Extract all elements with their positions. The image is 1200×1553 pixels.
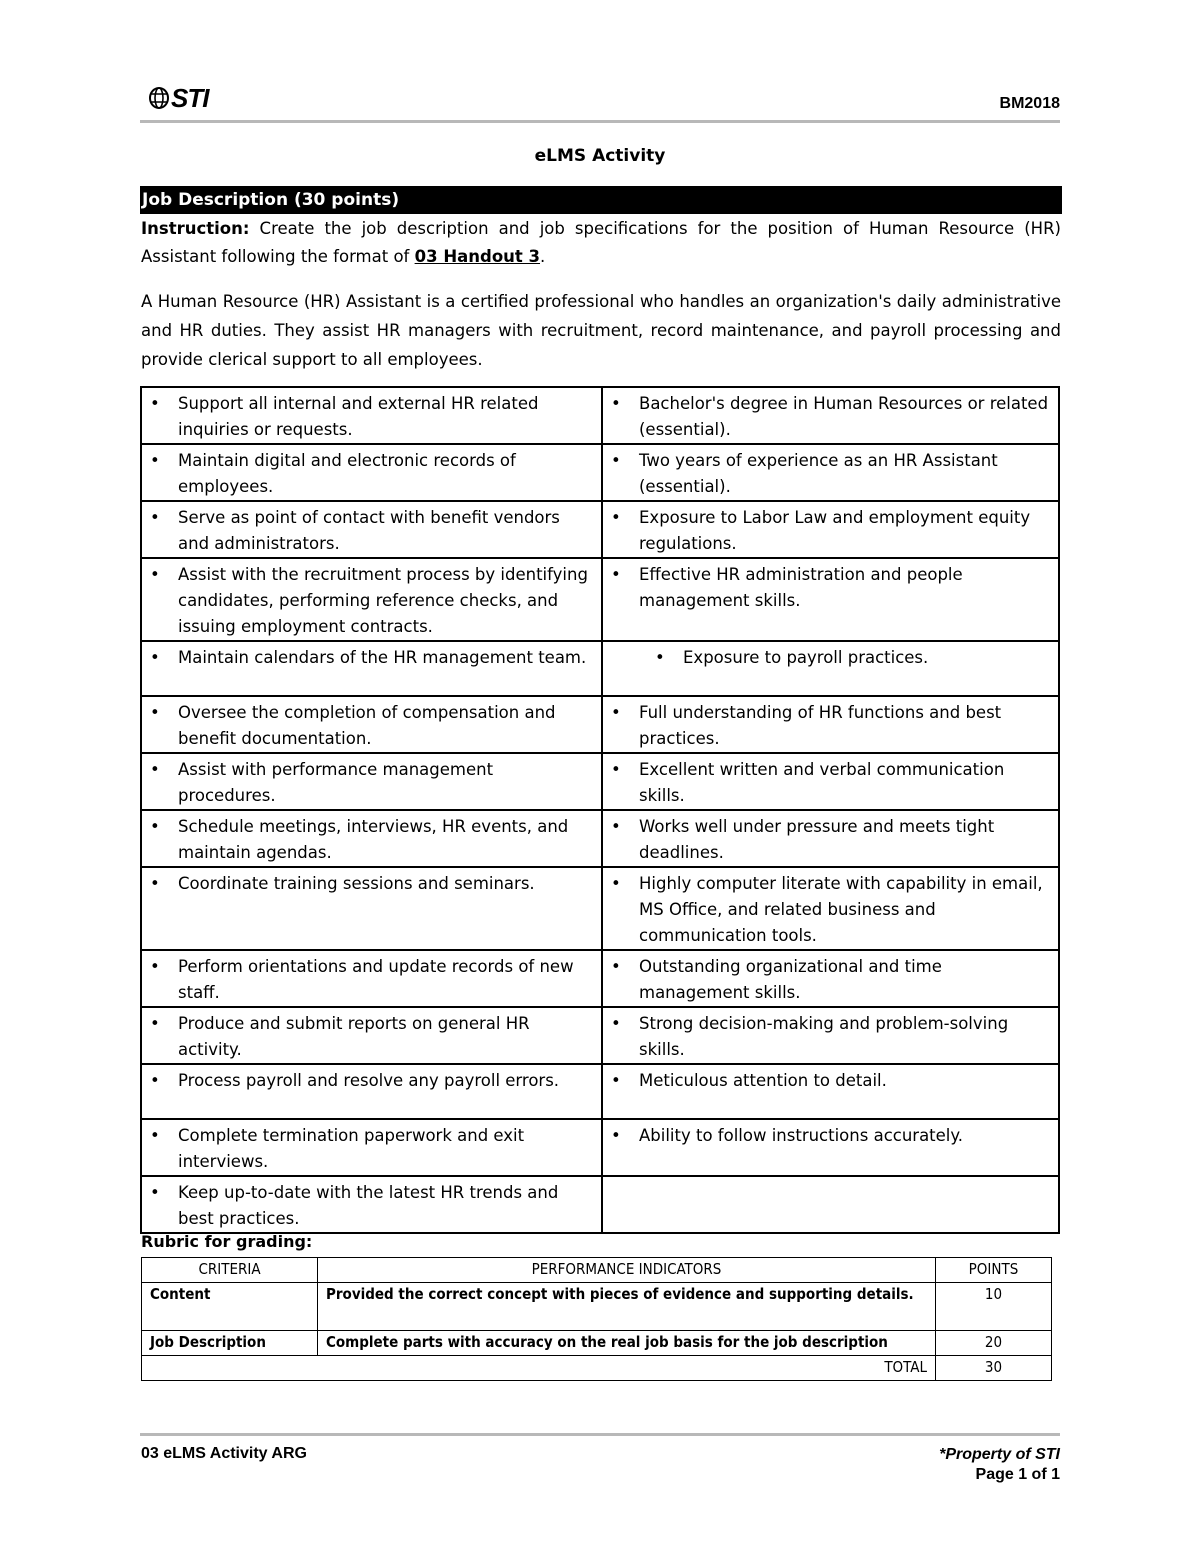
rubric-table [141,1257,1052,1381]
document-code: BM2018 [999,95,1060,112]
spec-text: Highly computer literate with capability in email, MS Office, and related business and communication tools. [639,874,1043,945]
table-row [141,867,1059,950]
spec-text: Bachelor's degree in Human Resources or related (essential). [639,394,1049,439]
section-heading: Job Description (30 points) [140,186,1062,214]
instruction-text: Create the job description and job specifications for the position of Human Resource (HR) Assistant following the format of [141,219,1061,266]
spec-cell [602,696,1059,753]
footer-document-name: 03 eLMS Activity ARG [141,1445,307,1462]
duty-text: Process payroll and resolve any payroll errors. [178,1071,560,1090]
total-label: TOTAL [142,1356,936,1381]
spec-text: Full understanding of HR functions and best practices. [639,703,1002,748]
spec-cell [602,950,1059,1007]
duty-text: Produce and submit reports on general HR activity. [178,1014,530,1059]
spec-cell [602,501,1059,558]
sti-logo [148,84,208,112]
duty-cell [141,1064,602,1119]
duty-cell [141,387,602,444]
instruction-label: Instruction: [141,219,250,238]
spec-text: Exposure to payroll practices. [683,648,929,667]
bullet-icon: • [150,760,160,779]
spec-cell [602,753,1059,810]
duty-text: Perform orientations and update records of new staff. [178,957,574,1002]
points-cell: 20 [936,1331,1052,1356]
spec-cell [602,558,1059,641]
bullet-icon: • [611,817,621,836]
spec-cell [602,1007,1059,1064]
table-row [141,1064,1059,1119]
duty-cell [141,696,602,753]
bullet-icon: • [150,1071,160,1090]
duty-text: Maintain calendars of the HR management team. [178,648,587,667]
spec-text: Effective HR administration and people management skills. [639,565,963,610]
spec-cell [602,387,1059,444]
indicators-header: PERFORMANCE INDICATORS [318,1258,936,1283]
duty-cell [141,753,602,810]
table-row [141,641,1059,696]
duty-text: Complete termination paperwork and exit interviews. [178,1126,525,1171]
bullet-icon: • [655,648,665,667]
spec-text: Meticulous attention to detail. [639,1071,887,1090]
criteria-header: CRITERIA [142,1258,318,1283]
page-number: Page 1 of 1 [975,1466,1060,1483]
table-row [141,1119,1059,1176]
bullet-icon: • [150,1126,160,1145]
duty-cell [141,1176,602,1233]
bullet-icon: • [611,703,621,722]
job-description-table [140,386,1060,1234]
rubric-header-row [142,1258,1052,1283]
points-header: POINTS [936,1258,1052,1283]
table-row [141,444,1059,501]
duty-text: Support all internal and external HR related inquiries or requests. [178,394,539,439]
duty-text: Oversee the completion of compensation and benefit documentation. [178,703,556,748]
points-cell: 10 [936,1283,1052,1331]
spec-cell [602,810,1059,867]
spec-text: Strong decision-making and problem-solving skills. [639,1014,1009,1059]
table-row [141,501,1059,558]
duty-text: Assist with performance management procedures. [178,760,494,805]
bullet-icon: • [611,957,621,976]
bullet-icon: • [150,957,160,976]
instruction-paragraph [141,215,1061,271]
duty-text: Coordinate training sessions and seminars. [178,874,535,893]
criteria-cell: Job Description [142,1331,318,1356]
bullet-icon: • [611,394,621,413]
footer-right [939,1445,1060,1485]
rubric-total-row [142,1356,1052,1381]
criteria-cell: Content [142,1283,318,1331]
bullet-icon: • [150,874,160,893]
bullet-icon: • [150,1183,160,1202]
duty-text: Serve as point of contact with benefit vendors and administrators. [178,508,560,553]
duty-text: Maintain digital and electronic records of employees. [178,451,516,496]
intro-paragraph: A Human Resource (HR) Assistant is a certified professional who handles an organization's daily administrative and HR duties. They assist HR managers with recruitment, record maintenance, and payroll processing and provide clerical support to all employees. [141,292,1061,369]
page-title: eLMS Activity [534,146,666,166]
bullet-icon: • [150,565,160,584]
bullet-icon: • [611,1071,621,1090]
bullet-icon: • [611,760,621,779]
spec-cell [602,1064,1059,1119]
duty-text: Assist with the recruitment process by identifying candidates, performing reference checks, and issuing employment contracts. [178,565,588,636]
duty-cell [141,1007,602,1064]
header-divider [140,120,1060,123]
bullet-icon: • [611,1126,621,1145]
bullet-icon: • [150,817,160,836]
bullet-icon: • [150,394,160,413]
bullet-icon: • [611,1014,621,1033]
spec-text: Works well under pressure and meets tight deadlines. [639,817,995,862]
footer-divider [140,1433,1060,1436]
indicator-cell: Complete parts with accuracy on the real job basis for the job description [318,1331,936,1356]
table-row [141,950,1059,1007]
bullet-icon: • [150,648,160,667]
indicator-cell: Provided the correct concept with pieces of evidence and supporting details. [318,1283,936,1331]
bullet-icon: • [611,508,621,527]
spec-text: Exposure to Labor Law and employment equity regulations. [639,508,1031,553]
table-row [141,753,1059,810]
duty-text: Schedule meetings, interviews, HR events, and maintain agendas. [178,817,569,862]
spec-cell [602,444,1059,501]
rubric-row [142,1283,1052,1331]
table-row [141,696,1059,753]
globe-icon [148,85,170,111]
duty-cell [141,558,602,641]
logo-text: STI [171,83,209,113]
property-notice: *Property of STI [939,1446,1060,1463]
spec-text: Two years of experience as an HR Assistant (essential). [639,451,998,496]
duty-text: Keep up-to-date with the latest HR trends and best practices. [178,1183,559,1228]
spec-cell [602,641,1059,696]
spec-text: Excellent written and verbal communication skills. [639,760,1005,805]
spec-cell-empty [602,1176,1059,1233]
duty-cell [141,501,602,558]
duty-cell [141,810,602,867]
bullet-icon: • [150,703,160,722]
rubric-label: Rubric for grading: [141,1232,313,1251]
table-row [141,387,1059,444]
bullet-icon: • [150,1014,160,1033]
rubric-row [142,1331,1052,1356]
bullet-icon: • [611,451,621,470]
duty-cell [141,641,602,696]
spec-cell [602,1119,1059,1176]
table-row [141,1176,1059,1233]
duty-cell [141,1119,602,1176]
total-points: 30 [936,1356,1052,1381]
instruction-end: . [540,247,546,266]
bullet-icon: • [150,508,160,527]
spec-text: Ability to follow instructions accurately. [639,1126,964,1145]
handout-reference: 03 Handout 3 [414,247,541,266]
bullet-icon: • [611,874,621,893]
table-row [141,810,1059,867]
duty-cell [141,867,602,950]
table-row [141,1007,1059,1064]
table-row [141,558,1059,641]
duty-cell [141,444,602,501]
bullet-icon: • [611,565,621,584]
spec-text: Outstanding organizational and time management skills. [639,957,942,1002]
bullet-icon: • [150,451,160,470]
duty-cell [141,950,602,1007]
spec-cell [602,867,1059,950]
